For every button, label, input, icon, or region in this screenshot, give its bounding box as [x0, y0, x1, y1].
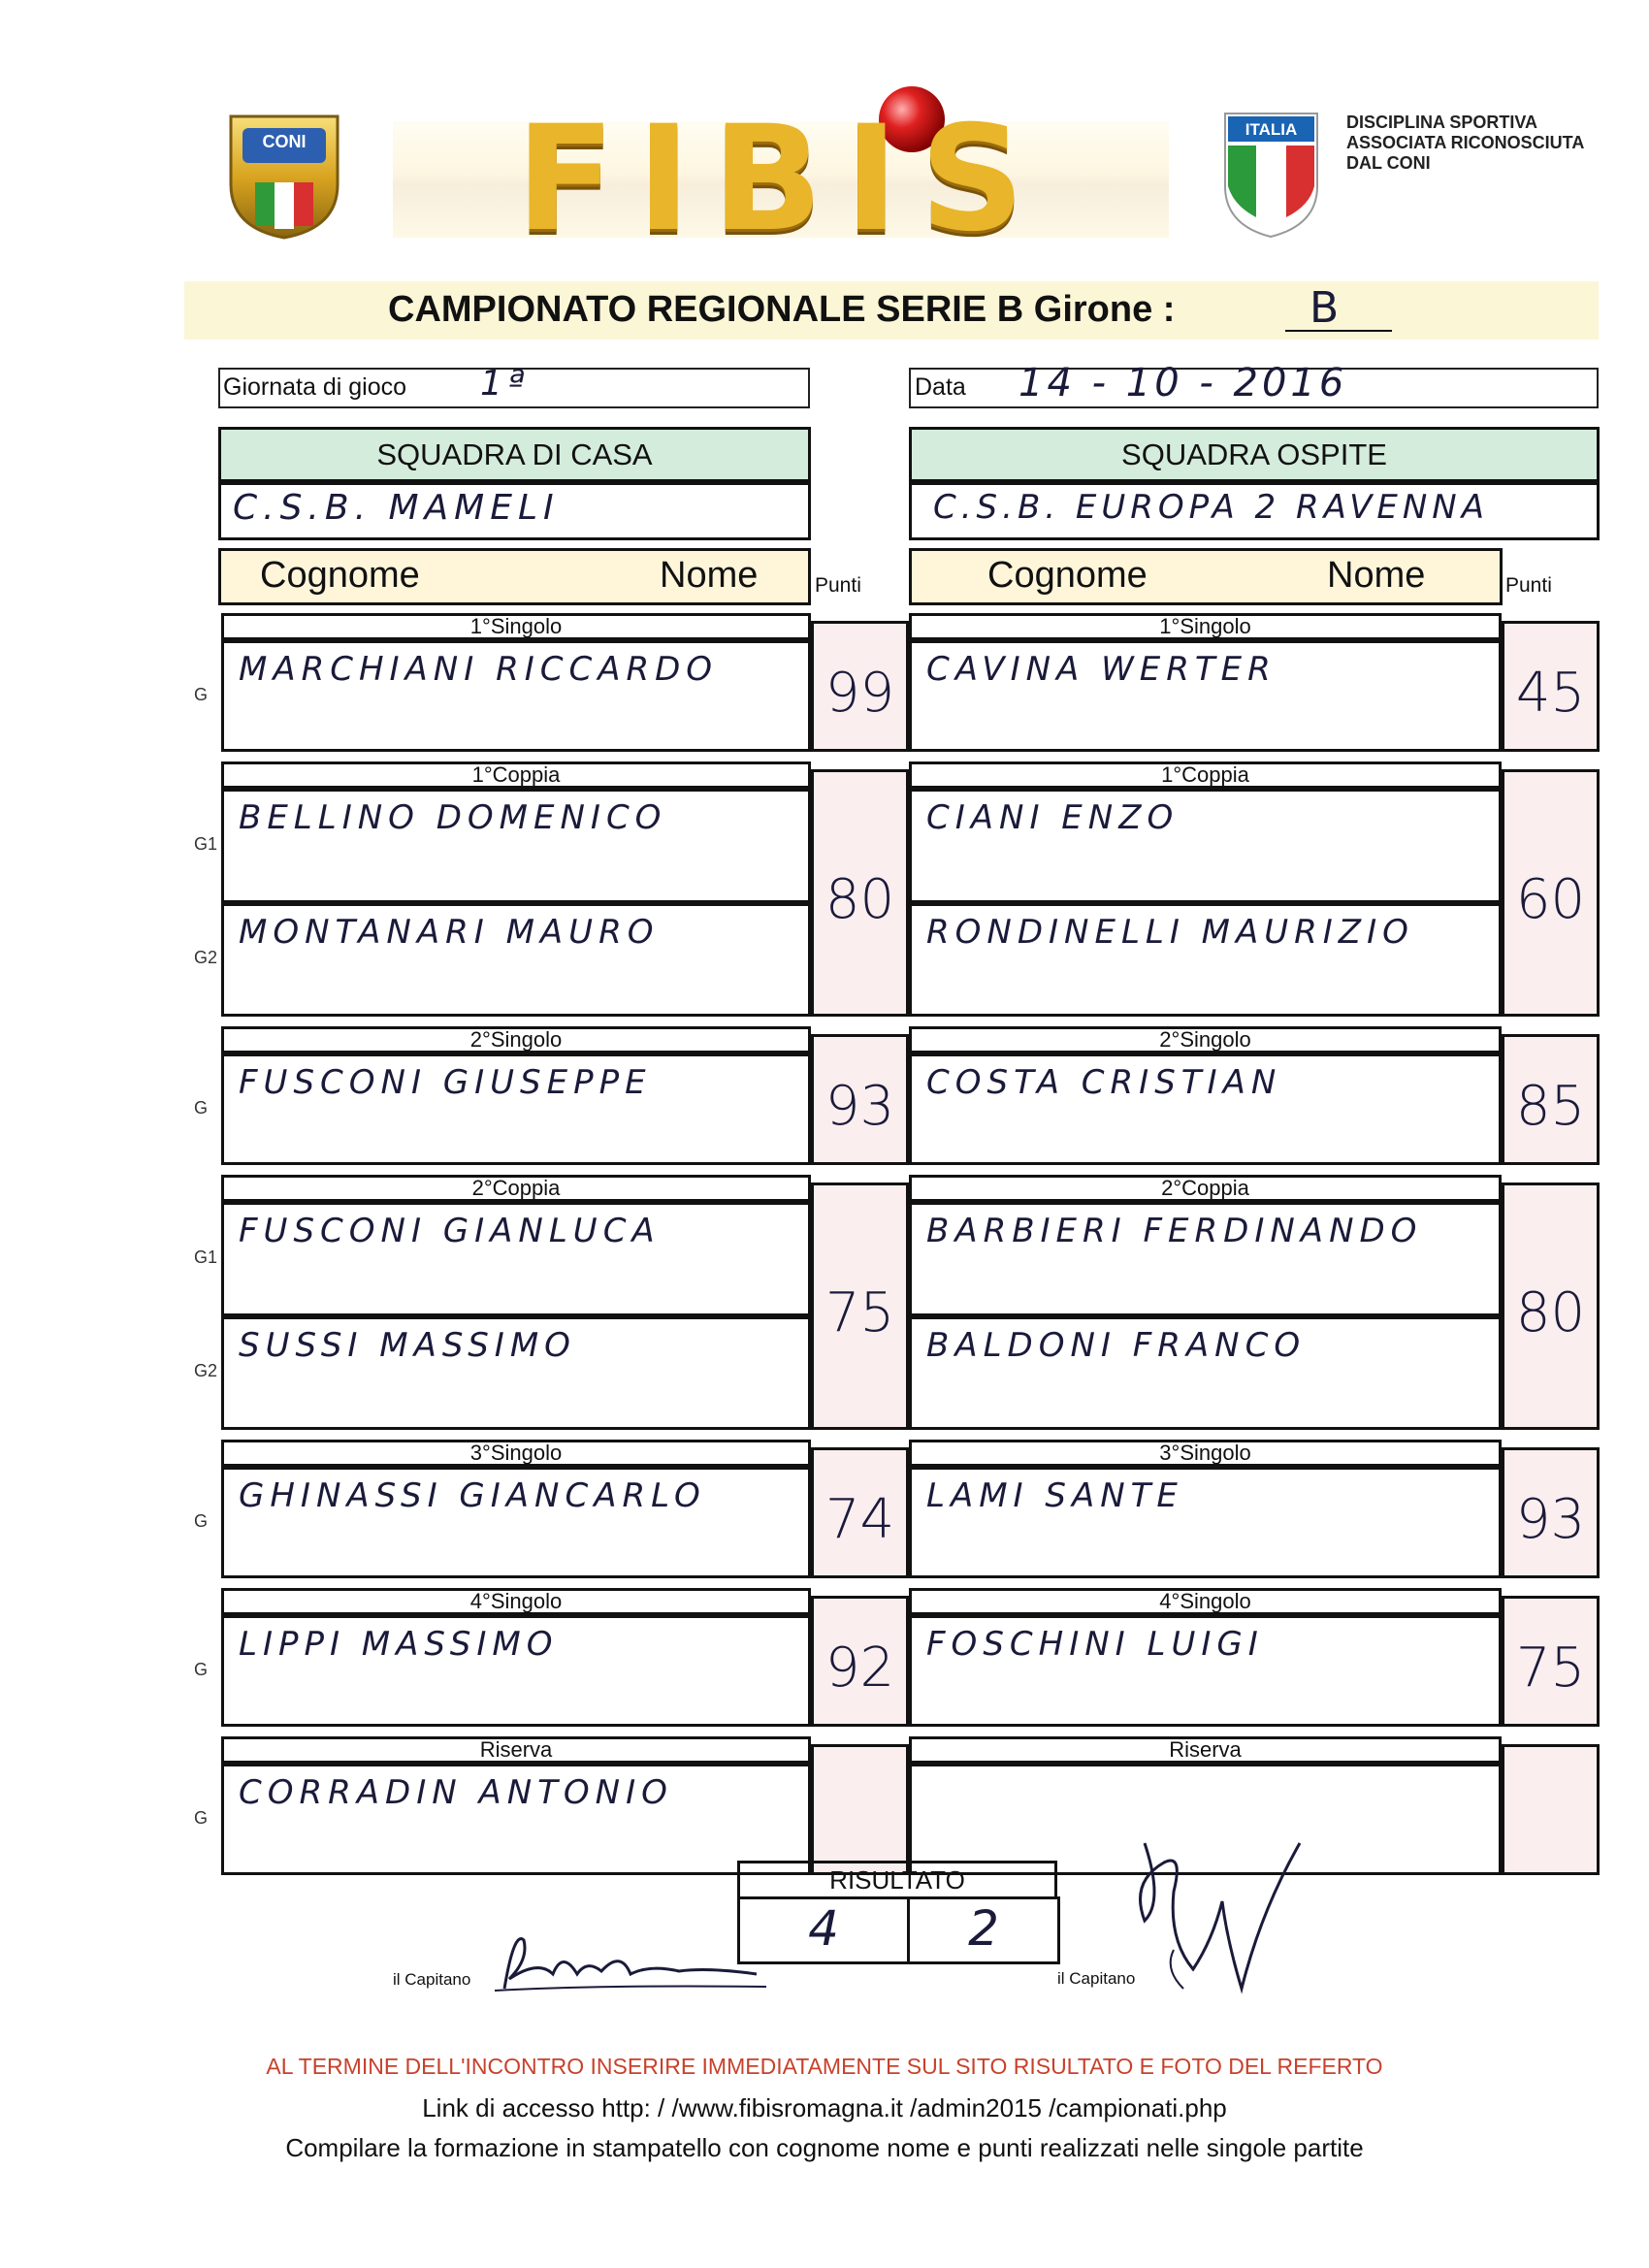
away-header: [909, 427, 1600, 482]
home-points-value: 93: [824, 1074, 895, 1138]
away-player-name: FOSCHINI LUIGI: [926, 1625, 1264, 1664]
home-player-name: SUSSI MASSIMO: [239, 1325, 576, 1365]
row-label: G: [194, 1097, 209, 1118]
fibis-logo: [383, 82, 1179, 264]
data-value: 14 - 10 - 2016: [1018, 361, 1348, 405]
away-points-cell: [1502, 1744, 1600, 1875]
result-away: 2: [968, 1900, 999, 1957]
home-player-name: GHINASSI GIANCARLO: [239, 1476, 706, 1515]
home-player-name: BELLINO DOMENICO: [239, 798, 667, 837]
away-captain-signature: [1106, 1824, 1329, 2008]
section-title-away: 3°Singolo: [1159, 1441, 1251, 1465]
italia-label: ITALIA: [1245, 120, 1298, 139]
away-player-name: COSTA CRISTIAN: [926, 1063, 1282, 1102]
home-points-value: 99: [824, 661, 895, 725]
home-points-value: 80: [824, 867, 895, 931]
section-title-home: 2°Singolo: [469, 1027, 563, 1052]
disciplina-line-3: DAL CONI: [1346, 153, 1431, 173]
away-col-punti: Punti: [1505, 574, 1552, 597]
home-header-label: SQUADRA DI CASA: [376, 437, 653, 471]
away-player-name: CIANI ENZO: [926, 798, 1180, 837]
away-player-name: LAMI SANTE: [926, 1476, 1183, 1515]
away-col-nome: Nome: [1327, 555, 1426, 596]
home-player-name: MARCHIANI RICCARDO: [239, 650, 719, 689]
disciplina-line-2: ASSOCIATA RICONOSCIUTA: [1346, 133, 1585, 152]
section-title-home: 1°Singolo: [469, 614, 563, 638]
home-player-name: CORRADIN ANTONIO: [239, 1773, 673, 1812]
away-points-value: 75: [1515, 1636, 1586, 1700]
footer-link: Link di accesso http: / /www.fibisromagna.it /admin2015 /campionati.php: [422, 2093, 1227, 2122]
row-label: G2: [194, 1361, 218, 1381]
fibis-brand-text: FIBIS: [515, 95, 1047, 264]
home-points-value: 74: [824, 1487, 895, 1551]
home-col-cognome: Cognome: [260, 555, 420, 596]
section-title-away: 1°Singolo: [1159, 614, 1251, 638]
section-title-home: 3°Singolo: [469, 1441, 563, 1465]
section-title-away: 2°Coppia: [1161, 1176, 1249, 1200]
row-label: G1: [194, 833, 218, 854]
row-label: G1: [194, 1247, 218, 1267]
section-title-home: 2°Coppia: [471, 1176, 561, 1200]
section-title-home: 1°Coppia: [471, 762, 561, 787]
row-label: G: [194, 1659, 209, 1679]
section-title-home: Riserva: [479, 1737, 553, 1762]
footer-notice: AL TERMINE DELL'INCONTRO INSERIRE IMMEDIATAMENTE SUL SITO RISULTATO E FOTO DEL REFERTO: [266, 2054, 1383, 2079]
result-label-box: [737, 1861, 1057, 1899]
section-title-home: 4°Singolo: [469, 1589, 563, 1613]
girone-value: B: [1310, 283, 1345, 333]
coni-logo: [221, 107, 347, 243]
home-points-value: 92: [824, 1636, 895, 1700]
giornata-label: Giornata di gioco: [223, 373, 407, 401]
page-title-text: CAMPIONATO REGIONALE SERIE B Girone :: [388, 289, 1176, 330]
home-team-name: C.S.B. MAMELI: [233, 488, 560, 528]
coni-logo-text: CONI: [262, 132, 307, 151]
home-points-cell: [811, 1744, 909, 1875]
away-player-name: CAVINA WERTER: [926, 650, 1277, 689]
footer-instructions: Compilare la formazione in stampatello con cognome nome e punti realizzati nelle singole partite: [285, 2133, 1364, 2162]
home-captain-label: il Capitano: [393, 1970, 471, 1989]
away-player-name: BALDONI FRANCO: [926, 1325, 1307, 1365]
section-title-away: Riserva: [1169, 1737, 1242, 1762]
home-player-name: LIPPI MASSIMO: [239, 1625, 559, 1664]
away-player-name: BARBIERI FERDINANDO: [926, 1212, 1423, 1250]
away-points-value: 45: [1515, 661, 1586, 725]
result-away-box: [907, 1896, 1060, 1964]
row-label: G: [194, 1510, 209, 1531]
home-points-value: 75: [824, 1280, 895, 1345]
disciplina-text: [1346, 113, 1584, 174]
disciplina-line-1: DISCIPLINA SPORTIVA: [1346, 113, 1538, 132]
result-label: RISULTATO: [829, 1865, 965, 1895]
away-player-name: RONDINELLI MAURIZIO: [926, 912, 1414, 952]
giornata-value: 1ª: [480, 364, 531, 404]
away-points-value: 60: [1515, 867, 1586, 931]
section-title-away: 2°Singolo: [1159, 1027, 1251, 1052]
home-col-punti: Punti: [815, 574, 861, 597]
away-points-value: 80: [1515, 1280, 1586, 1345]
away-col-cognome: Cognome: [987, 555, 1148, 596]
row-label: G: [194, 684, 209, 704]
home-player-name: MONTANARI MAURO: [239, 912, 660, 952]
result-home: 4: [808, 1900, 839, 1957]
away-points-value: 85: [1515, 1074, 1586, 1138]
away-captain-label: il Capitano: [1057, 1969, 1136, 1988]
section-title-away: 1°Coppia: [1161, 762, 1249, 787]
data-label: Data: [915, 373, 966, 401]
away-team-name: C.S.B. EUROPA 2 RAVENNA: [933, 488, 1490, 527]
home-player-name: FUSCONI GIANLUCA: [239, 1212, 661, 1250]
section-title-away: 4°Singolo: [1159, 1589, 1251, 1613]
page-title: [388, 289, 1175, 331]
italia-shield: [1220, 109, 1322, 240]
away-header-label: SQUADRA OSPITE: [1121, 437, 1387, 471]
row-label: G2: [194, 948, 218, 968]
home-header: [218, 427, 811, 482]
row-label: G: [194, 1807, 209, 1828]
home-col-nome: Nome: [660, 555, 759, 596]
away-points-value: 93: [1515, 1487, 1586, 1551]
home-player-name: FUSCONI GIUSEPPE: [239, 1063, 652, 1102]
home-captain-signature: [485, 1921, 776, 1998]
